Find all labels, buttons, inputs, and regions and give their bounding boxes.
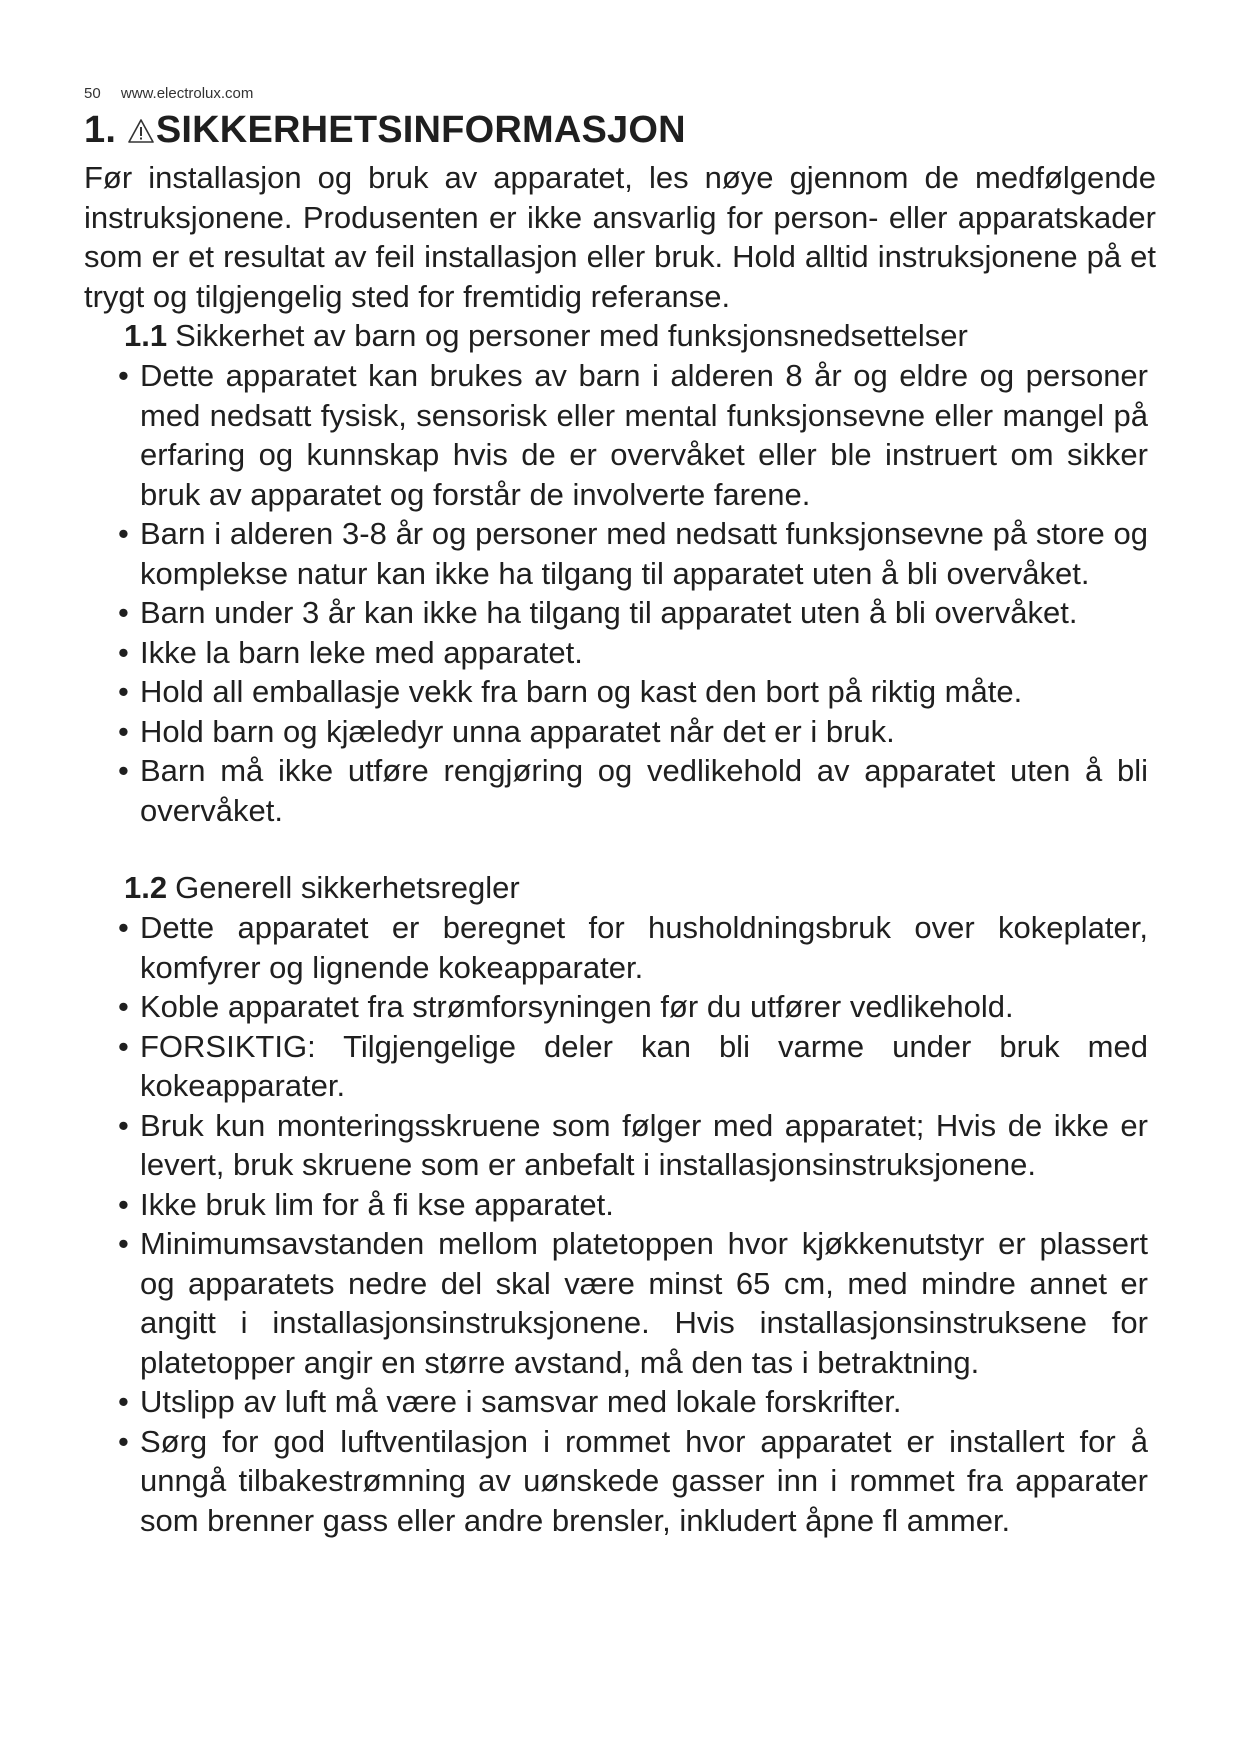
bullet-list — [118, 908, 1156, 1540]
section-title — [124, 316, 1156, 356]
document-page — [84, 84, 1156, 1540]
list-item: • Barn under 3 år kan ikke ha tilgang til apparatet uten å bli overvåket. — [118, 595, 1078, 630]
page-header — [84, 84, 1156, 104]
bullet-list — [118, 356, 1156, 830]
list-item: • Hold all emballasje vekk fra barn og kast den bort på riktig måte. — [118, 674, 1023, 709]
section-title-text: Sikkerhet av barn og personer med funksjonsnedsettelser — [175, 318, 968, 353]
list-item: • Utslipp av luft må være i samsvar med lokale forskrifter. — [118, 1384, 902, 1419]
list-item: • Dette apparatet kan brukes av barn i alderen 8 år og eldre og personer med nedsatt fysisk, sensorisk eller mental funksjonsevne eller mangel på erfaring og kunnskap hvis de er overvåket eller ble instruert om sikker bruk av apparatet og forstår de involverte farene. — [118, 358, 1148, 512]
page-title — [84, 108, 1156, 152]
heading-title: SIKKERHETSINFORMASJON — [155, 109, 686, 151]
list-item: • Barn må ikke utføre rengjøring og vedlikehold av apparatet uten å bli overvåket. — [118, 753, 1148, 828]
list-item: • Ikke la barn leke med apparatet. — [118, 634, 583, 670]
list-item: • Sørg for god luftventilasjon i rommet hvor apparatet er installert for å unngå tilbakestrømning av uønskede gasser inn i rommet fra apparater som brenner gass eller andre brensler, inkludert åpne fl ammer. — [118, 1423, 1148, 1538]
website-link[interactable]: www.electrolux.com — [120, 85, 254, 102]
section-title-text: Generell sikkerhetsregler — [175, 870, 520, 905]
section-number: 1.2 — [124, 870, 168, 905]
section-number: 1.1 — [124, 318, 168, 353]
section-child-safety — [118, 316, 1156, 830]
list-item: • Ikke bruk lim for å fi kse apparatet. — [118, 1186, 614, 1222]
intro-paragraph: Før installasjon og bruk av apparatet, les nøye gjennom de medfølgende instruksjonene. Produsenten er ikke ansvarlig for person- eller apparatskader som er et resultat av feil installasjon eller bruk. Hold alltid instruksjonene på et trygt og tilgjengelig sted for fremtidig referanse. — [84, 160, 1156, 314]
list-item: • Minimumsavstanden mellom platetoppen hvor kjøkkenutstyr er plassert og apparatets nedre del skal være minst 65 cm, med mindre annet er angitt i installasjonsinstruksjonene. Hvis installasjonsinstruksene for platetopper angir en større avstand, må den tas i betraktning. — [118, 1226, 1148, 1380]
list-item: • Bruk kun monteringsskruene som følger med apparatet; Hvis de ikke er levert, bruk skruene som er anbefalt i installasjonsinstruksjonene. — [118, 1107, 1148, 1182]
list-item: • Dette apparatet er beregnet for husholdningsbruk over kokeplater, komfyrer og lignende kokeapparater. — [118, 910, 1148, 985]
page-number: 50 — [84, 85, 101, 102]
list-item: • FORSIKTIG: Tilgjengelige deler kan bli varme under bruk med kokeapparater. — [118, 1028, 1148, 1103]
list-item: • Hold barn og kjæledyr unna apparatet når det er i bruk. — [118, 713, 895, 749]
list-item: • Koble apparatet fra strømforsyningen før du utfører vedlikehold. — [118, 989, 1014, 1024]
list-item: • Barn i alderen 3-8 år og personer med nedsatt funksjonsevne på store og komplekse natur kan ikke ha tilgang til apparatet uten å bli overvåket. — [118, 516, 1148, 591]
section-title — [124, 868, 1156, 908]
warning-triangle-icon — [127, 118, 155, 144]
section-general-safety — [118, 868, 1156, 1540]
heading-number: 1. — [84, 109, 117, 151]
